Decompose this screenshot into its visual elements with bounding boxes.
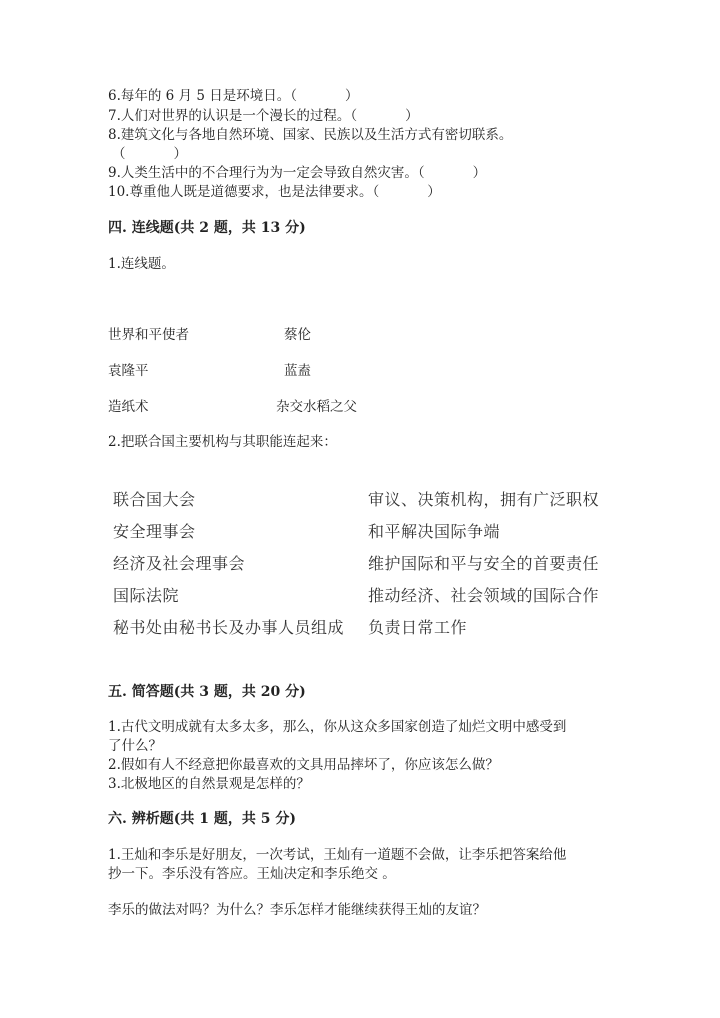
matching-q1-right-2: 蓝盍	[284, 363, 311, 379]
matching-q2-right-1: 审议、决策机构，拥有广泛职权	[368, 490, 600, 509]
matching-q2-right-5: 负责日常工作	[368, 618, 468, 637]
tf-item-8-answer: （ ）	[112, 146, 187, 162]
short-answer-q2: 2.假如有人不经意把你最喜欢的文具用品摔坏了，你应该怎么做？	[108, 757, 499, 773]
matching-q2-left-4: 国际法院	[113, 586, 180, 605]
section-5-title: 五. 简答题(共 3 题，共 20 分)	[108, 684, 306, 700]
section-4-title: 四. 连线题(共 2 题，共 13 分)	[108, 220, 306, 236]
tf-item-10: 10.尊重他人既是道德要求，也是法律要求。（ ）	[108, 184, 441, 200]
matching-q1-right-1: 蔡伦	[284, 327, 311, 343]
matching-q1-prompt: 1.连线题。	[108, 256, 175, 272]
matching-q2-right-3: 维护国际和平与安全的首要责任	[368, 554, 600, 573]
matching-q2-right-4: 推动经济、社会领域的国际合作	[368, 586, 600, 605]
short-answer-q1-line2: 了什么？	[108, 738, 162, 754]
tf-item-8: 8.建筑文化与各地自然环境、国家、民族以及生活方式有密切联系。	[108, 127, 513, 143]
matching-q1-left-3: 造纸术	[108, 399, 149, 415]
matching-q1-left-1: 世界和平使者	[108, 327, 189, 343]
tf-item-7: 7.人们对世界的认识是一个漫长的过程。（ ）	[108, 108, 419, 124]
analysis-q1-line1: 1.王灿和李乐是好朋友，一次考试，王灿有一道题不会做，让李乐把答案给他	[108, 847, 567, 863]
matching-q1-right-3: 杂交水稻之父	[276, 399, 357, 415]
short-answer-q1-line1: 1.古代文明成就有太多太多，那么，你从这众多国家创造了灿烂文明中感受到	[108, 719, 567, 735]
matching-q1-left-2: 袁隆平	[108, 363, 149, 379]
tf-item-9: 9.人类生活中的不合理行为为一定会导致自然灾害。（ ）	[108, 165, 487, 181]
matching-q2-left-2: 安全理事会	[113, 522, 196, 541]
matching-q2-right-2: 和平解决国际争端	[368, 522, 501, 541]
matching-q2-left-1: 联合国大会	[113, 490, 196, 509]
matching-q2-left-5: 秘书处由秘书长及办事人员组成	[113, 618, 345, 637]
matching-q2-left-3: 经济及社会理事会	[113, 554, 246, 573]
matching-q2-prompt: 2.把联合国主要机构与其职能连起来：	[108, 434, 337, 450]
short-answer-q3: 3.北极地区的自然景观是怎样的？	[108, 776, 310, 792]
analysis-q1-question: 李乐的做法对吗？为什么？李乐怎样才能继续获得王灿的友谊？	[108, 902, 486, 918]
analysis-q1-line2: 抄一下。李乐没有答应。王灿决定和李乐绝交 。	[108, 866, 396, 882]
section-6-title: 六. 辨析题(共 1 题，共 5 分)	[108, 811, 296, 827]
tf-item-6: 6.每年的 6 月 5 日是环境日。（ ）	[108, 88, 359, 104]
